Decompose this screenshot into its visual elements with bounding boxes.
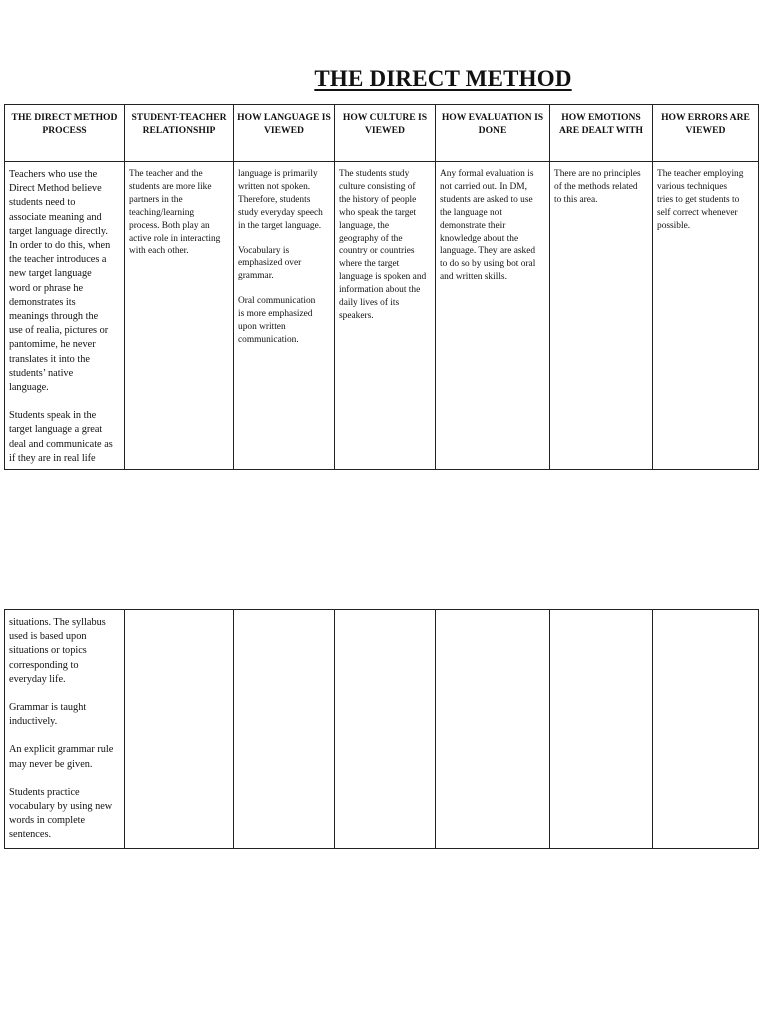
emotions-text: There are no principles of the methods related to this area. [554, 169, 641, 205]
cell-process [5, 610, 125, 849]
process-paragraph: An explicit grammar rule may never be given. [9, 744, 114, 770]
table-row [5, 162, 759, 470]
relationship-text: The teacher and the students are more like partners in the teaching/learning process. Both play an active role in interacting with each other. [129, 169, 221, 257]
page-title: THE DIRECT METHOD [314, 66, 572, 91]
cell-process [5, 162, 125, 470]
process-paragraph: Teachers who use the Direct Method believe students need to associate meaning and target language directly. In order to do this, when the teacher introduces a new target language word or phrase he demonstrates its meanings through the use of realia, pictures or pantomime, he never translates it into the students’ native language. [9, 169, 111, 394]
header-emotions: HOW EMOTIONS ARE DEALT WITH [550, 105, 653, 162]
cell-culture [335, 162, 436, 470]
process-paragraph: Students practice vocabulary by using new words in complete sentences. [9, 786, 113, 841]
header-process: THE DIRECT METHOD PROCESS [5, 105, 125, 162]
process-paragraph: Grammar is taught inductively. [9, 702, 87, 728]
cell-errors [653, 610, 759, 849]
header-errors: HOW ERRORS ARE VIEWED [653, 105, 759, 162]
table-row [5, 610, 759, 849]
cell-evaluation [436, 610, 550, 849]
cell-emotions [550, 162, 653, 470]
cell-emotions [550, 610, 653, 849]
cell-culture [335, 610, 436, 849]
cell-language [234, 162, 335, 470]
cell-evaluation [436, 162, 550, 470]
comparison-table-bottom [4, 609, 759, 849]
evaluation-text: Any formal evaluation is not carried out. In DM, students are asked to use the language not demonstrate their knowledge about the language. They are asked to do so by using bot oral and written skills. [440, 169, 536, 283]
header-relationship: STUDENT-TEACHER RELATIONSHIP [125, 105, 234, 162]
cell-relationship [125, 610, 234, 849]
cell-errors [653, 162, 759, 470]
language-paragraph: Vocabulary is emphasized over grammar. [238, 245, 302, 282]
errors-text: The teacher employing various techniques tries to get students to self correct whenever possible. [657, 169, 744, 231]
header-row [5, 105, 759, 162]
process-paragraph: situations. The syllabus used is based upon situations or topics corresponding to everyday life. [9, 617, 106, 685]
comparison-table-top [4, 104, 759, 470]
language-paragraph: Oral communication is more emphasized upon written communication. [238, 296, 316, 345]
language-paragraph: language is primarily written not spoken. Therefore, students study everyday speech in the target language. [238, 169, 323, 231]
culture-text: The students study culture consisting of the history of people who speak the target language, the geography of the country or countries where the target language is spoken and information about the daily lives of its speakers. [339, 169, 427, 321]
header-culture: HOW CULTURE IS VIEWED [335, 105, 436, 162]
process-paragraph: Students speak in the target language a great deal and communicate as if they are in real life [9, 410, 113, 464]
header-language: HOW LANGUAGE IS VIEWED [234, 105, 335, 162]
cell-relationship [125, 162, 234, 470]
cell-language [234, 610, 335, 849]
header-evaluation: HOW EVALUATION IS DONE [436, 105, 550, 162]
